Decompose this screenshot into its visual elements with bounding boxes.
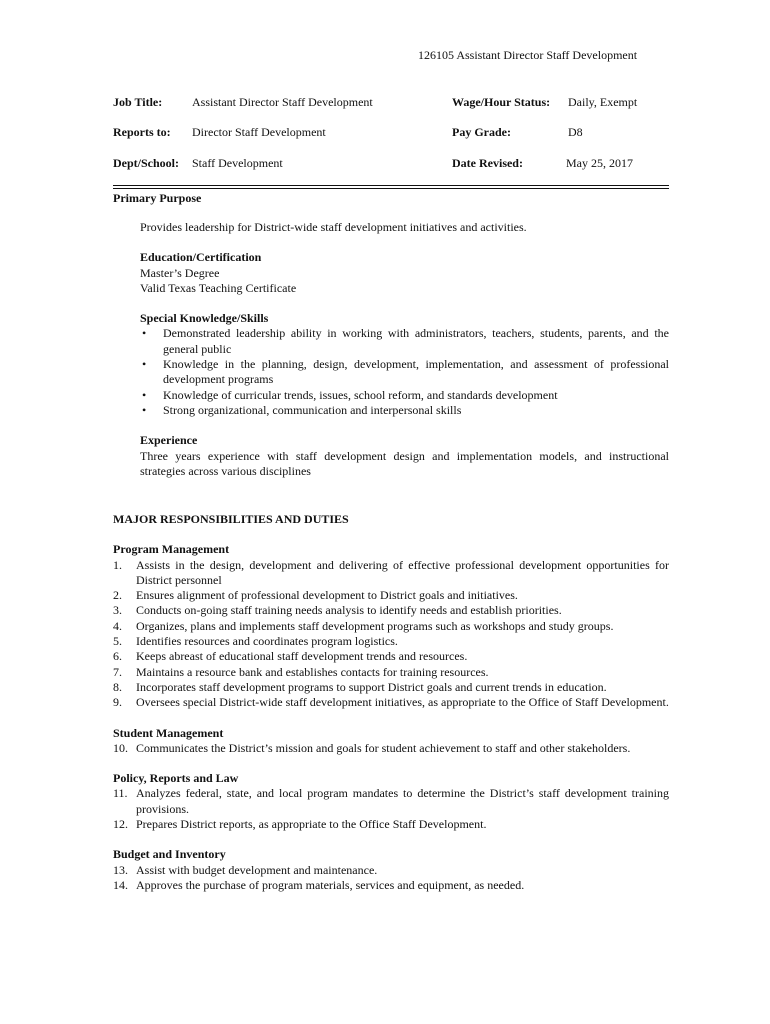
skills-heading: Special Knowledge/Skills: [140, 311, 269, 326]
duty-item: 5. Identifies resources and coordinates program logistics.: [113, 634, 398, 649]
duty-item: 1. Assists in the design, development and delivering of effective professional development opportunities for District personnel: [113, 557, 669, 587]
major-section: [113, 512, 669, 893]
duty-item: 4. Organizes, plans and implements staff development programs such as workshops and study groups.: [113, 618, 614, 633]
primary-purpose-text: Provides leadership for District-wide staff development initiatives and activities.: [140, 220, 527, 234]
duty-item: 7. Maintains a resource bank and establishes contacts for training resources.: [113, 664, 489, 679]
major-heading: MAJOR RESPONSIBILITIES AND DUTIES: [113, 512, 349, 526]
divider-line: [113, 188, 669, 189]
duty-item: 14. Approves the purchase of program materials, services and equipment, as needed.: [113, 877, 525, 892]
experience-heading: Experience: [140, 433, 198, 448]
duty-item: 8. Incorporates staff development programs to support District goals and current trends in education.: [113, 679, 607, 694]
duty-item: 12. Prepares District reports, as appropriate to the Office Staff Development.: [113, 817, 487, 832]
program-management-heading: Program Management: [113, 542, 230, 557]
wage-label: Wage/Hour Status:: [452, 95, 551, 109]
duty-item: 6. Keeps abreast of educational staff development trends and resources.: [113, 649, 468, 664]
dept-label: Dept/School:: [113, 156, 179, 170]
job-title-value: Assistant Director Staff Development: [192, 95, 373, 109]
skill-item: • Knowledge of curricular trends, issues, school reform, and standards development: [140, 388, 669, 403]
revised-value: May 25, 2017: [566, 156, 633, 170]
experience-text: Three years experience with staff development design and implementation models, and instructional strategies across various disciplines: [140, 448, 669, 478]
education-item: Master’s Degree: [140, 265, 220, 280]
duty-item: 10. Communicates the District’s mission and goals for student achievement to staff and other stakeholders.: [113, 740, 631, 755]
student-management-heading: Student Management: [113, 725, 224, 740]
skill-item: • Strong organizational, communication and interpersonal skills: [140, 403, 669, 418]
skill-item: • Knowledge in the planning, design, development, implementation, and assessment of professional development programs: [140, 357, 669, 388]
duty-item: 11. Analyzes federal, state, and local program mandates to determine the District’s staff development training provisions.: [113, 786, 669, 816]
duty-item: 3. Conducts on-going staff training needs analysis to identify needs and establish priorities.: [113, 603, 562, 618]
header-code: 126105 Assistant Director Staff Development: [418, 48, 638, 62]
policy-heading: Policy, Reports and Law: [113, 771, 239, 786]
dept-value: Staff Development: [192, 156, 283, 170]
budget-heading: Budget and Inventory: [113, 847, 226, 862]
primary-section: [140, 220, 669, 479]
wage-value: Daily, Exempt: [568, 95, 638, 109]
primary-purpose-heading: Primary Purpose: [113, 191, 202, 205]
job-title-label: Job Title:: [113, 95, 163, 109]
divider-line: [113, 185, 669, 186]
duty-item: 2. Ensures alignment of professional development to District goals and initiatives.: [113, 588, 518, 603]
grade-label: Pay Grade:: [452, 125, 511, 139]
education-item: Valid Texas Teaching Certificate: [140, 280, 297, 295]
skill-item: • Demonstrated leadership ability in working with administrators, teachers, students, parents, and the general public: [140, 326, 669, 357]
reports-label: Reports to:: [113, 125, 171, 139]
duty-item: 13. Assist with budget development and maintenance.: [113, 862, 378, 877]
reports-value: Director Staff Development: [192, 125, 326, 139]
grade-value: D8: [568, 125, 583, 139]
education-heading: Education/Certification: [140, 250, 262, 265]
duty-item: 9. Oversees special District-wide staff development initiatives, as appropriate to the Office of Staff Development.: [113, 695, 669, 710]
revised-label: Date Revised:: [452, 156, 523, 170]
